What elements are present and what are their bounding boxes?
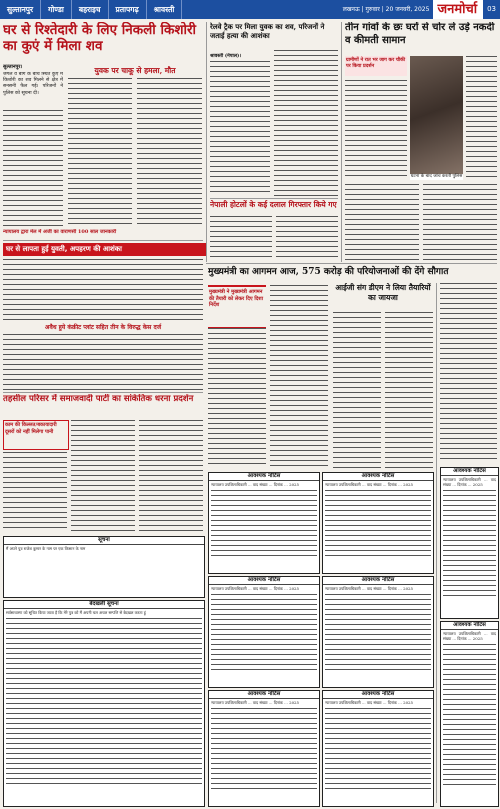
story-sp-headline-box xyxy=(3,394,203,416)
notice-title: सूचना xyxy=(4,537,204,545)
notice-title: बेदखली सूचना xyxy=(4,601,204,609)
date-line: लखनऊ | गुरुवार | 20 जनवरी, 2025 xyxy=(342,6,430,13)
tab-shravasti[interactable]: श्रावस्ती xyxy=(147,0,183,19)
theft-photo-caption: घटना के बाद जांच करती पुलिस xyxy=(410,174,463,179)
story-nepal-headline-box xyxy=(210,200,338,214)
story-theft-body-col1 xyxy=(345,80,407,180)
story-girl-subhead: युवक पर चाकू से हमला, मौत xyxy=(94,66,176,75)
notice-text: न्यायालय उपजिलाधिकारी ... वाद संख्या ... दिनांक ... 2025 xyxy=(211,700,300,705)
notice-text: न्यायालय उपजिलाधिकारी ... वाद संख्या ... दिनांक ... 2025 xyxy=(325,700,414,705)
story-cm-headline: मुख्यमंत्री का आगमन आज, 575 करोड़ की परियोजनाओं की देंगे सौगात xyxy=(208,267,449,277)
story-rail-dateline: श्रावस्ती (नेपाल)। xyxy=(210,53,242,59)
notice-left-1 xyxy=(3,536,205,598)
story-iti-headline: आईजी संग डीएम ने लिया तैयारियों का जायजा xyxy=(335,283,431,302)
story-theft-body-col4 xyxy=(423,184,497,260)
story-girl-body-col1 xyxy=(3,110,63,228)
story-cm-pull-quote xyxy=(208,285,266,329)
story-sp-body-col3 xyxy=(139,420,203,532)
story-nepal-body-col1 xyxy=(210,216,272,260)
page-number: 03 xyxy=(487,5,496,13)
story-rail-body-col1 xyxy=(210,61,270,196)
notice-text: न्यायालय उपजिलाधिकारी ... वाद संख्या ... दिनांक ... 2025 xyxy=(211,586,300,591)
story-theft-side-text: ग्रामीणों ने रात भर जाग कर चौकी पर किया प्रदर्शन xyxy=(346,57,406,69)
right-col-body xyxy=(440,283,497,463)
masthead-logo: जनमोर्चा xyxy=(433,0,483,19)
story-cm-body-col2 xyxy=(270,285,328,468)
section-nav-bar xyxy=(0,0,500,19)
story-girl-headline: घर से रिश्तेदारी के लिए निकली किशोरी का कुएं में मिला शव xyxy=(3,22,197,54)
story-sp-side-text: काम की किल्लत/बकायादारी दूसरों को नहीं मिलेगा पानी xyxy=(5,422,57,435)
notice-title: आवश्यक नोटिस xyxy=(209,473,319,481)
notice-text: न्यायालय उपजिलाधिकारी ... वाद संख्या ... दिनांक ... 2025 xyxy=(325,482,414,487)
notice-title: आवश्यक नोटिस xyxy=(323,577,433,585)
notice-lines xyxy=(6,618,202,788)
theft-scene-photo xyxy=(410,56,463,180)
story-sp-body-col1 xyxy=(3,452,67,532)
story-girl-headline-box xyxy=(3,22,203,62)
notice-title: आवश्यक नोटिस xyxy=(323,691,433,699)
story-iti-headline-box xyxy=(333,283,433,309)
story-girl-body-col2 xyxy=(68,78,132,228)
story-rail-headline-box xyxy=(210,22,338,52)
story-theft-body-col2 xyxy=(466,56,497,180)
story-iti-body-col1 xyxy=(333,312,381,468)
notice-text: मैं अपने पुत्र राजेश कुमार के नाम पर एक किसान के नाम xyxy=(6,546,86,551)
notice-title: आवश्यक नोटिस xyxy=(441,468,498,476)
story-cm-pull-text: मुख्यमंत्री ने मुख्यमंत्री आगमन की तैयारी को लेकर दिए दिशा निर्देश xyxy=(209,289,263,308)
story-girl-footer: न्यायालय द्वारा मेल में अर्जी का वाराणसी 100 साल जानकारी xyxy=(3,229,117,235)
box-left-body xyxy=(3,259,203,321)
notice-right-1 xyxy=(440,467,499,619)
story-cm-body-col1 xyxy=(208,328,266,468)
notice-center-3 xyxy=(208,576,320,688)
box-left-body2 xyxy=(3,334,203,390)
notice-title: आवश्यक नोटिस xyxy=(209,577,319,585)
story-theft-side-highlight xyxy=(345,56,407,76)
story-rail-body-col2 xyxy=(274,50,338,196)
story-cm-headline-box xyxy=(208,265,497,281)
story-theft-body-col3 xyxy=(345,184,419,260)
story-theft-headline: तीन गांवों के छः घरों से चोर ले उड़े नकदी व कीमती सामान xyxy=(345,22,495,46)
notice-right-2 xyxy=(440,621,499,807)
box-left-band: घर से लापता हुई युवती, अपहरण की आशंका xyxy=(3,243,206,256)
notice-center-1 xyxy=(208,472,320,574)
tab-gonda[interactable]: गोण्डा xyxy=(41,0,72,19)
notice-title: आवश्यक नोटिस xyxy=(323,473,433,481)
notice-center-5 xyxy=(208,690,320,807)
story-sp-body-col2 xyxy=(71,420,135,532)
notice-text: न्यायालय उपजिलाधिकारी ... वाद संख्या ... दिनांक ... 2025 xyxy=(325,586,414,591)
notice-center-2 xyxy=(322,472,434,574)
story-nepal-headline: नेपाली होटलों के कई दलाल गिरफ्तार किये गए xyxy=(210,200,337,209)
story-iti-body-col2 xyxy=(385,312,433,468)
notice-title: आवश्यक नोटिस xyxy=(441,622,498,630)
notice-text: न्यायालय उपजिलाधिकारी ... वाद संख्या ... दिनांक ... 2025 xyxy=(443,477,496,487)
story-sp-side-box xyxy=(3,420,69,450)
story-girl-intro: जंगल व बाग के बीच स्थित कुएं में किशोरी का शव मिलने से क्षेत्र में सनसनी फैल गई। परिजनों ने पुलिस को सूचना दी। xyxy=(3,72,63,96)
notice-title: आवश्यक नोटिस xyxy=(209,691,319,699)
notice-center-6 xyxy=(322,690,434,807)
story-girl-dateline: सुल्तानपुर। xyxy=(3,64,23,70)
story-theft-headline-box xyxy=(345,22,497,52)
notice-text: न्यायालय उपजिलाधिकारी ... वाद संख्या ... दिनांक ... 2025 xyxy=(211,482,300,487)
tab-pratapgarh[interactable]: प्रतापगढ़ xyxy=(109,0,147,19)
notice-text: सर्वसाधारण को सूचित किया जाता है कि मेरे पुत्र को मैं अपनी चल अचल सम्पत्ति से बेदखल करता हूं xyxy=(6,610,146,615)
story-rail-headline: रेलवे ट्रैक पर मिला युवक का शव, परिजनों ने जताई हत्या की आशंका xyxy=(210,22,325,40)
box-left-subhead: अवैध हुये कंक्रीट प्लांट सहित तीन के विरुद्ध केस दर्ज xyxy=(44,324,162,331)
tab-sultanpur[interactable]: सुल्तानपुर xyxy=(0,0,41,19)
notice-text: न्यायालय उपजिलाधिकारी ... वाद संख्या ... दिनांक ... 2025 xyxy=(443,631,496,641)
story-girl-body-col3 xyxy=(137,78,202,228)
notice-center-4 xyxy=(322,576,434,688)
tab-bahraich[interactable]: बहराइच xyxy=(72,0,109,19)
story-nepal-body-col2 xyxy=(276,216,338,260)
notice-left-2 xyxy=(3,600,205,807)
story-sp-headline: तहसील परिसर में समाजवादी पार्टी का सांकेतिक धरना प्रदर्शन xyxy=(3,394,194,404)
